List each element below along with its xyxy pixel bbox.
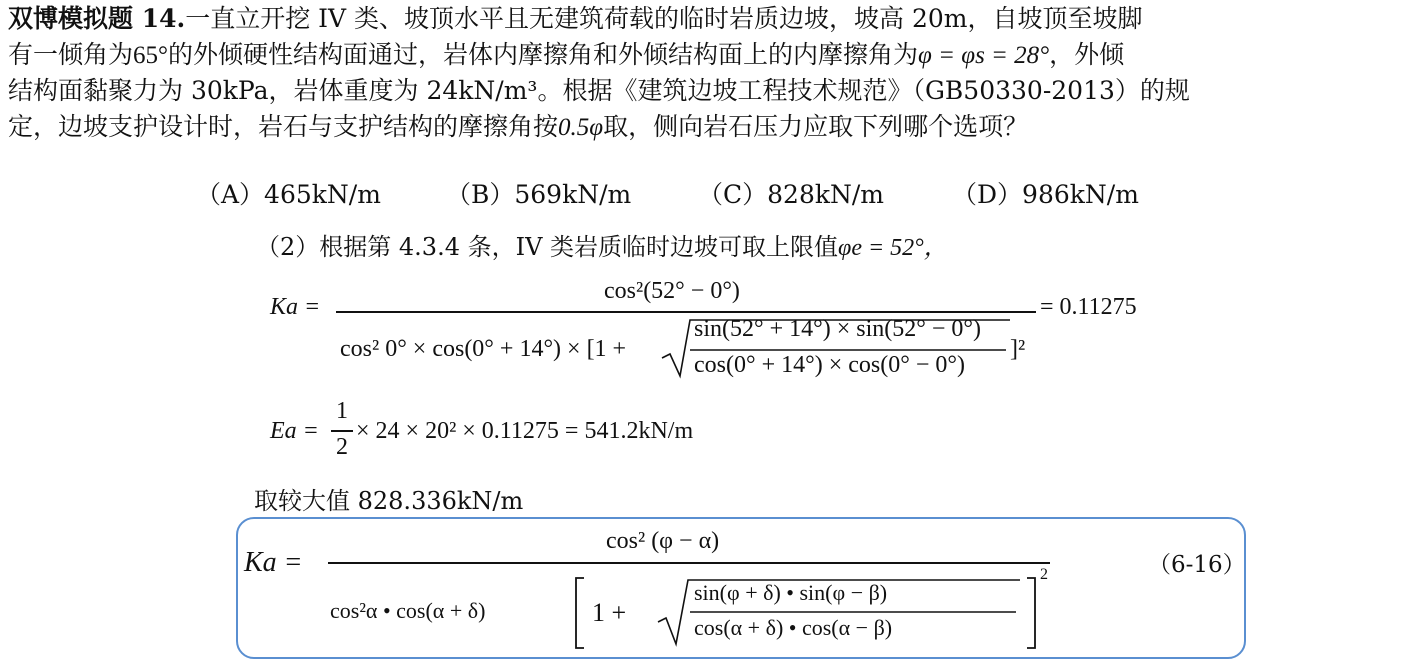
ka-result: = 0.11275: [1040, 294, 1137, 320]
formula-lhs: Ka =: [244, 547, 303, 578]
ka-root-denominator: cos(0° + 14°) × cos(0° − 0°): [694, 352, 965, 378]
ka-lhs: Ka =: [270, 294, 321, 320]
formula-denominator-a: cos²α • cos(α + δ): [330, 598, 486, 623]
ea-rest: × 24 × 20² × 0.11275 = 541.2kN/m: [356, 418, 694, 444]
problem-text-2b: 的外倾硬性结构面通过，岩体内摩擦角和外倾结构面上的内摩擦角为: [168, 40, 919, 69]
problem-text-1: 一直立开挖 IV 类、坡顶水平且无建筑荷载的临时岩质边坡，坡高 20m，自坡顶至坡脚: [185, 4, 1143, 33]
ka-denominator: cos² 0° × cos(0° + 14°) × [1 +: [340, 336, 627, 362]
conclusion: 取较大值 828.336kN/m: [254, 487, 524, 515]
formula-root-denominator: cos(α + δ) • cos(α − β): [694, 615, 893, 640]
ka-root-numerator: sin(52° + 14°) × sin(52° − 0°): [694, 316, 981, 342]
ea-lhs: Ea =: [270, 418, 319, 444]
phi-e-equation: φe = 52°，: [838, 235, 948, 261]
formula-number: （6-16）: [1148, 552, 1246, 578]
solution-step: [256, 227, 948, 262]
half-phi: 0.5φ: [558, 114, 604, 141]
problem-line-1: [8, 4, 1143, 34]
ea-half-bar: [331, 430, 353, 432]
problem-text-2a: 有一倾角为: [8, 40, 134, 69]
problem-line-3: 结构面黏聚力为 30kPa，岩体重度为 24kN/m³。根据《建筑边坡工程技术规范》（GB50330-2013）的规: [8, 76, 1190, 105]
formula-root-numerator: sin(φ + δ) • sin(φ − β): [694, 580, 888, 605]
option-b: （B）569kN/m: [446, 180, 632, 209]
formula-den-one: 1 +: [592, 598, 627, 627]
problem-title: 双博模拟题 14.: [8, 4, 186, 33]
formula-power: 2: [1040, 566, 1048, 583]
ka-fraction-bar: [336, 311, 1036, 313]
formula-fraction-bar: [328, 562, 1050, 564]
angle-65: 65°: [133, 42, 169, 69]
ka-close-bracket: ]²: [1010, 336, 1026, 362]
step-text: （2）根据第 4.3.4 条，IV 类岩质临时边坡可取上限值: [256, 233, 839, 261]
problem-line-2: [8, 40, 1124, 71]
phi-equation: φ = φs = 28°: [918, 42, 1050, 69]
formula-numerator: cos² (φ − α): [606, 528, 720, 554]
ea-half-numerator: 1: [336, 398, 348, 424]
option-d: （D）986kN/m: [952, 180, 1139, 209]
problem-text-4c: 取，侧向岩石压力应取下列哪个选项？: [603, 112, 1029, 141]
ka-numerator: cos²(52° − 0°): [604, 278, 740, 304]
ea-half-denominator: 2: [336, 434, 348, 460]
option-c: （C）828kN/m: [698, 180, 884, 209]
problem-text-4a: 定，边坡支护设计时，岩石与支护结构的摩擦角按: [8, 112, 559, 141]
option-a: （A）465kN/m: [196, 180, 381, 209]
problem-text-2c: ，外倾: [1049, 40, 1125, 69]
problem-line-4: [8, 112, 1028, 143]
